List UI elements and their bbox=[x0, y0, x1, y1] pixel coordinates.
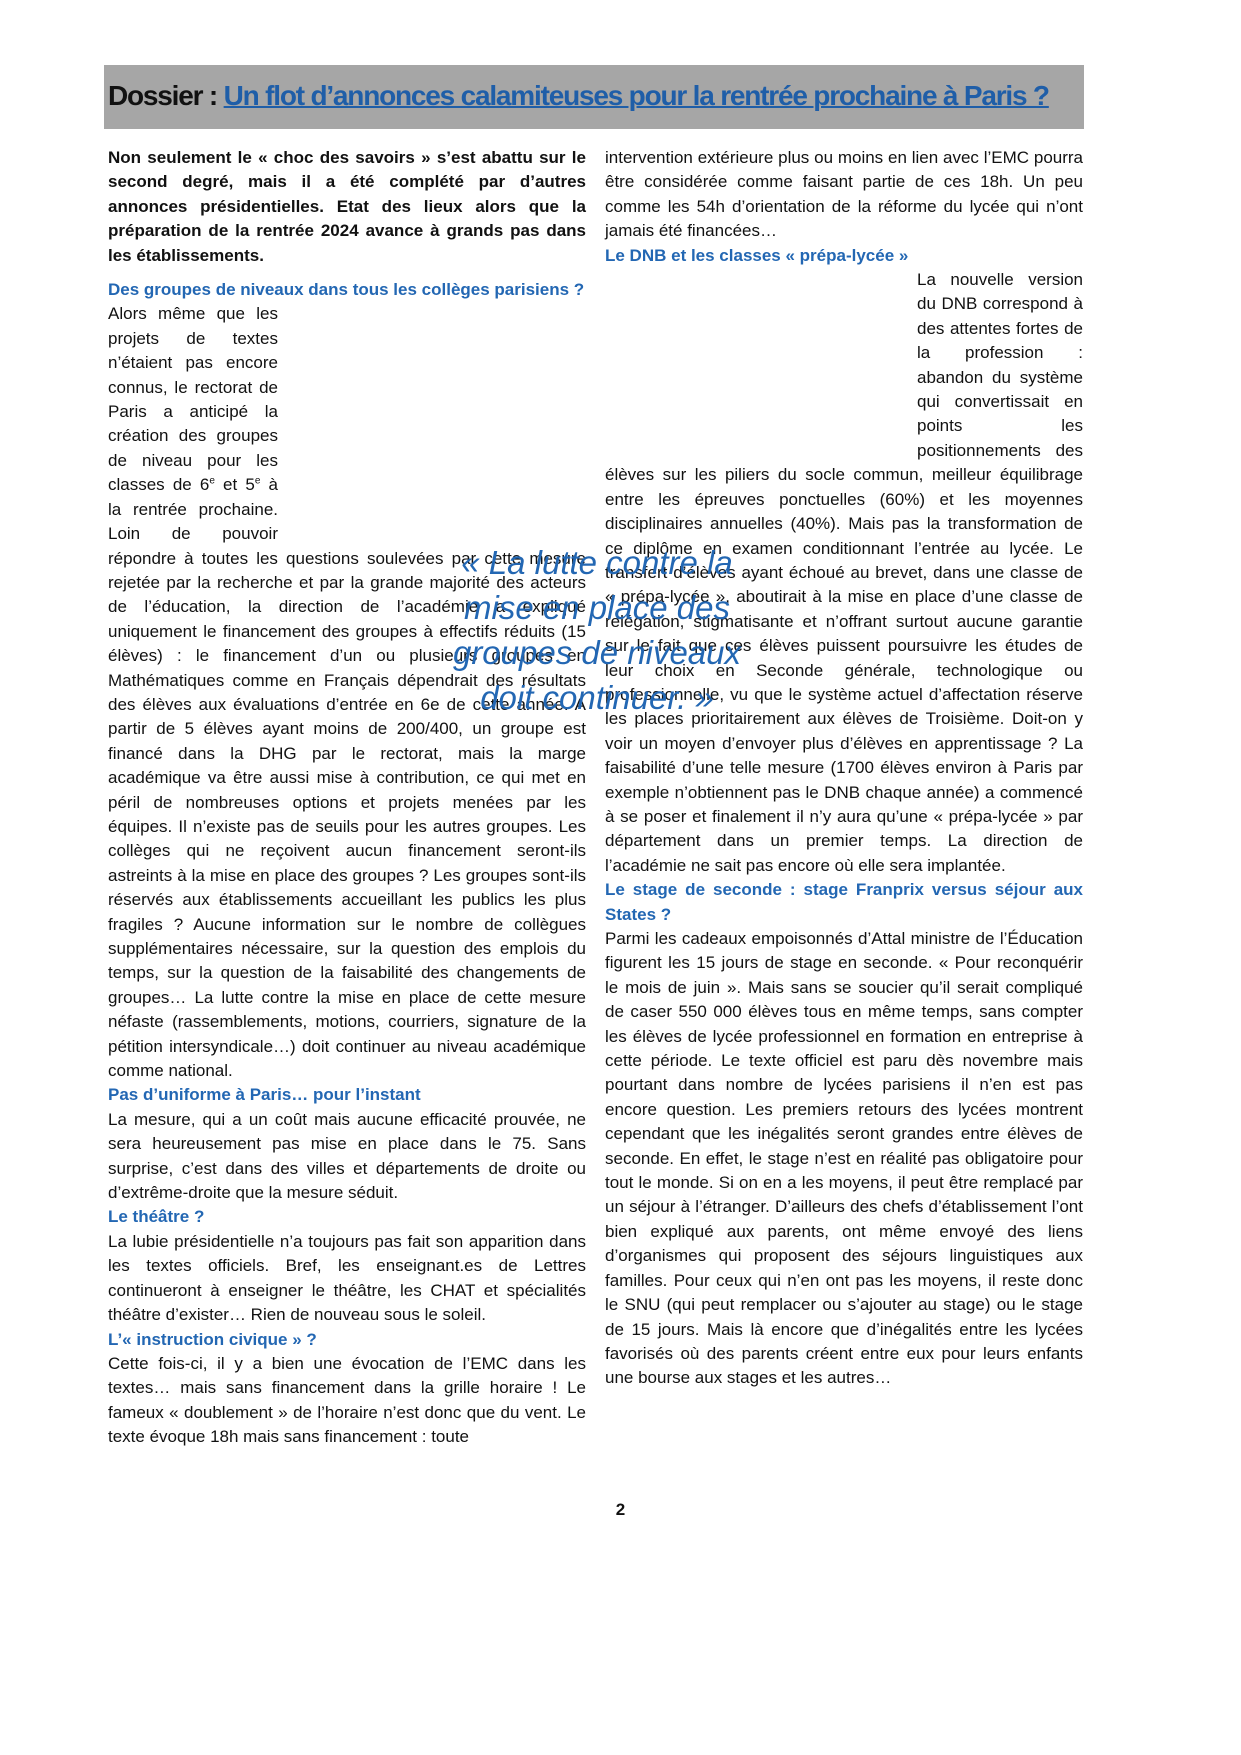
heading-instruction: L’« instruction civique » ? bbox=[108, 1329, 317, 1349]
pull-quote-space bbox=[605, 268, 917, 460]
heading-dnb: Le DNB et les classes « prépa-lycée » bbox=[605, 245, 909, 265]
paragraph-theatre: La lubie présidentielle n’a toujours pas fait son apparition dans les textes officiels. Bref, les enseignant.es de Lettres continueront à enseigner le théâtre, les CHAT et spécialités théâtre d’exister… Rien de nouveau sous le soleil. bbox=[108, 1231, 586, 1325]
paragraph-instruction-left: Cette fois-ci, il y a bien une évocation de l’EMC dans les textes… mais sans financement dans la grille horaire ! Le fameux « doublement » de l’horaire n’est donc que du vent. Le texte évoque 18h mais sans financement : toute bbox=[108, 1353, 586, 1447]
superscript: e bbox=[209, 475, 215, 487]
groupes-text-part: et 5 bbox=[214, 475, 255, 495]
paragraph-uniforme: La mesure, qui a un coût mais aucune efficacité prouvée, ne sera heureusement pas mise en place dans le 75. Sans surprise, c’est dans des villes et départements de droite ou d’extrême-droite que la mesure séduit. bbox=[108, 1109, 586, 1203]
article-title: Un flot d’annonces calamiteuses pour la rentrée prochaine à Paris ? bbox=[223, 80, 1049, 111]
heading-stage: Le stage de seconde : stage Franprix versus séjour aux States ? bbox=[605, 880, 1083, 924]
dnb-text: La nouvelle version du DNB correspond à des attentes fortes de la profession : abandon du système qui convertissait en points les positionnements des élèves sur les piliers du socle commun, meilleur équilibrage entre les épreuves ponctuelles (60%) et les moyennes disciplinaires annuelles (40%). Mais pas la transformation de ce diplôme en examen conditionnant l’entrée au lycée. Le transfert d’élèves ayant échoué au brevet, dans une classe de « prépa-lycée », aboutirait à la mise en place d’une classe de relégation, stigmatisante et n’offrant surtout aucune garantie sur le fait que ces élèves puissent poursuivre les études de leur choix en Seconde générale, technologique ou professionnelle, vu que le système actuel d’affectation réserve les places prioritairement aux élèves de Troisième. Doit-on y voir un moyen d’envoyer plus d’élèves en apprentissage ? La faisabilité d’une telle mesure (1700 élèves environ à Paris par exemple n’obtiennent pas le DNB chaque année) a commencé à se poser et finalement il n’y aura qu’une « prépa-lycée » par département dans un premier temps. La direction de l’académie ne sait pas encore où elle sera implantée. bbox=[605, 270, 1083, 875]
superscript: e bbox=[254, 475, 261, 487]
heading-uniforme: Pas d’uniforme à Paris… pour l’instant bbox=[108, 1085, 421, 1105]
paragraph-stage: Parmi les cadeaux empoisonnés d’Attal ministre de l’Éducation figurent les 15 jours de stage en seconde. « Pour reconquérir le mois de juin ». Mais sans se soucier qu’il serait compliqué de caser 550 000 élèves tous en même temps, sans compter les élèves de lycée professionnel en formation en entreprise à cette période. Le texte officiel est paru dès novembre mais pourtant dans nombre de lycées parisiens il n’en est pas encore question. Les premiers retours des lycées montrent cependant que les inégalités seront grandes entre élèves de seconde. En effet, le stage n’est en réalité pas obligatoire pour tout le monde. Si on en a les moyens, il peut être remplacé par un séjour à l’étranger. D’ailleurs des chefs d’établissement l’ont bien expliqué aux parents, ont même envoyé des liens d’organismes qui proposent des séjours linguistiques aux familles. Pour ceux qui n’en ont pas les moyens, il reste donc le SNU (qui peut remplacer ou s’ajouter au stage) ou le stage de 15 jours. Mais là encore que d’inégalités entre les lycées favorisés où des parents créent entre eux pour leurs enfants une bourse aux stages et les autres… bbox=[605, 929, 1083, 1388]
page-number: 2 bbox=[615, 1500, 626, 1519]
dossier-label: Dossier : bbox=[108, 80, 218, 111]
groupes-text-part: à la rentrée prochaine. Loin de pouvoir répondre à toutes les questions soulevées par cette mesure rejetée par la recherche et par la grande majorité des acteurs de l’éducation, la direction de l’académie a expliqué uniquement le financement des groupes à effectifs réduits (15 élèves) : le financement d’un ou plusieurs groupes en Mathématiques comme en Français dépendrait des résultats des élèves aux évaluations d’entrée en 6e de cette année. A partir de 5 élèves ayant moins de 200/400, un groupe est financé dans la DHG par le rectorat, mais la marge académique va être aussi mise à contribution, ce qui met en péril de nombreuses options et projets menées par les équipes. Il n’existe pas de seuils pour les autres groupes. Les collèges qui ne reçoivent aucun financement seront-ils astreints à la mise en place des groupes ? Les groupes sont-ils réservés aux établissements accueillant les publics les plus fragiles ? Aucune information sur le nombre de collègues supplémentaires nécessaire, sur la question des emplois du temps, sur la question de la faisabilité des changements de groupes… La lutte contre la mise en place de cette mesure néfaste (rassemblements, motions, courriers, signature de la pétition intersyndicale…) doit continuer au niveau académique comme national. bbox=[108, 475, 586, 1081]
pull-quote: « La lutte contre la mise en place des groupes de niveaux doit continuer. » bbox=[452, 544, 742, 716]
intro-paragraph: Non seulement le « choc des savoirs » s’est abattu sur le second degré, mais il a été complété par d’autres annonces présidentielles. Etat des lieux alors que la préparation de la rentrée 2024 avance à grands pas dans les établissements. bbox=[108, 148, 586, 265]
right-column bbox=[605, 146, 1083, 1391]
groupes-text-part: Alors même que les projets de textes n’étaient pas encore connus, le rectorat de Paris a anticipé la création des groupes de niveau pour les classes de 6 bbox=[108, 304, 278, 495]
pull-quote-space bbox=[278, 302, 586, 528]
paragraph-instruction-right: intervention extérieure plus ou moins en lien avec l’EMC pourra être considérée comme faisant partie de ces 18h. Un peu comme les 54h d’orientation de la réforme du lycée qui n’ont jamais été financées… bbox=[605, 148, 1083, 241]
heading-groupes: Des groupes de niveaux dans tous les collèges parisiens ? bbox=[108, 280, 585, 300]
heading-theatre: Le théâtre ? bbox=[108, 1207, 205, 1227]
title-banner bbox=[104, 65, 1084, 129]
left-column bbox=[108, 146, 586, 1450]
